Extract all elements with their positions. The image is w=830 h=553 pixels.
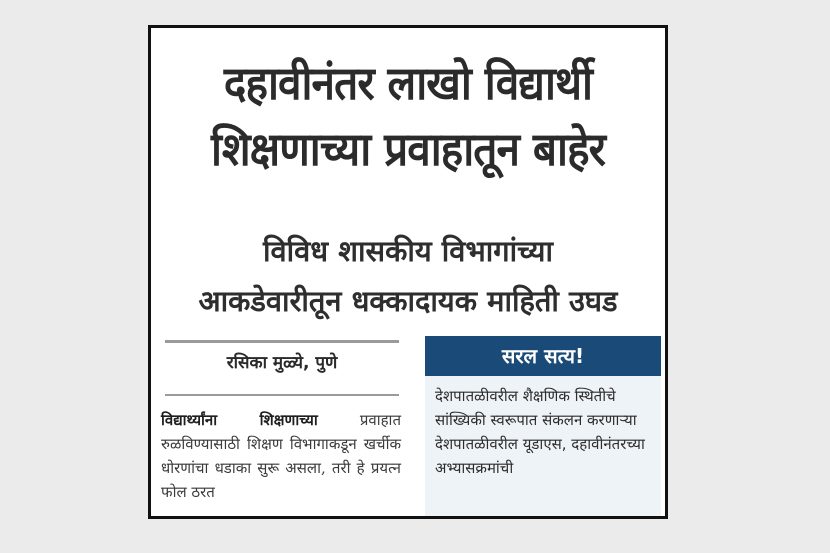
sidebar-title: सरल सत्य!	[425, 336, 661, 376]
subheadline-line-1: विविध शासकीय विभागांच्या	[263, 234, 553, 268]
article-body	[161, 408, 401, 504]
article-lead: विद्यार्थ्यांना शिक्षणाच्या	[161, 411, 318, 429]
subheadline-line-2: आकडेवारीतून धक्कादायक माहिती उघड	[198, 284, 618, 318]
byline-divider-top	[165, 340, 399, 343]
headline-line-1: दहावीनंतर लाखो विद्यार्थी	[223, 56, 593, 110]
newspaper-clipping	[148, 25, 668, 519]
byline-divider-bottom	[165, 394, 399, 396]
headline-line-2: शिक्षणाच्या प्रवाहातून बाहेर	[210, 122, 606, 176]
headline	[172, 50, 645, 182]
subheadline	[151, 226, 665, 326]
byline: रसिका मुळ्ये, पुणे	[226, 353, 338, 373]
sidebar-box	[425, 336, 661, 519]
article-text: प्रवाहात रुळविण्यासाठी शिक्षण विभागाकडून खर्चीक धोरणांचा धडाका सुरू असला, तरी हे प्रयत्न फोल ठरत	[161, 411, 401, 501]
sidebar-text: देशपातळीवरील शैक्षणिक स्थितीचे सांख्यिकी स्वरूपात संकलन करणाऱ्या देशपातळीवरील यूडाएस, दहावीनंतरच्या अभ्यासक्रमांची	[435, 387, 645, 477]
